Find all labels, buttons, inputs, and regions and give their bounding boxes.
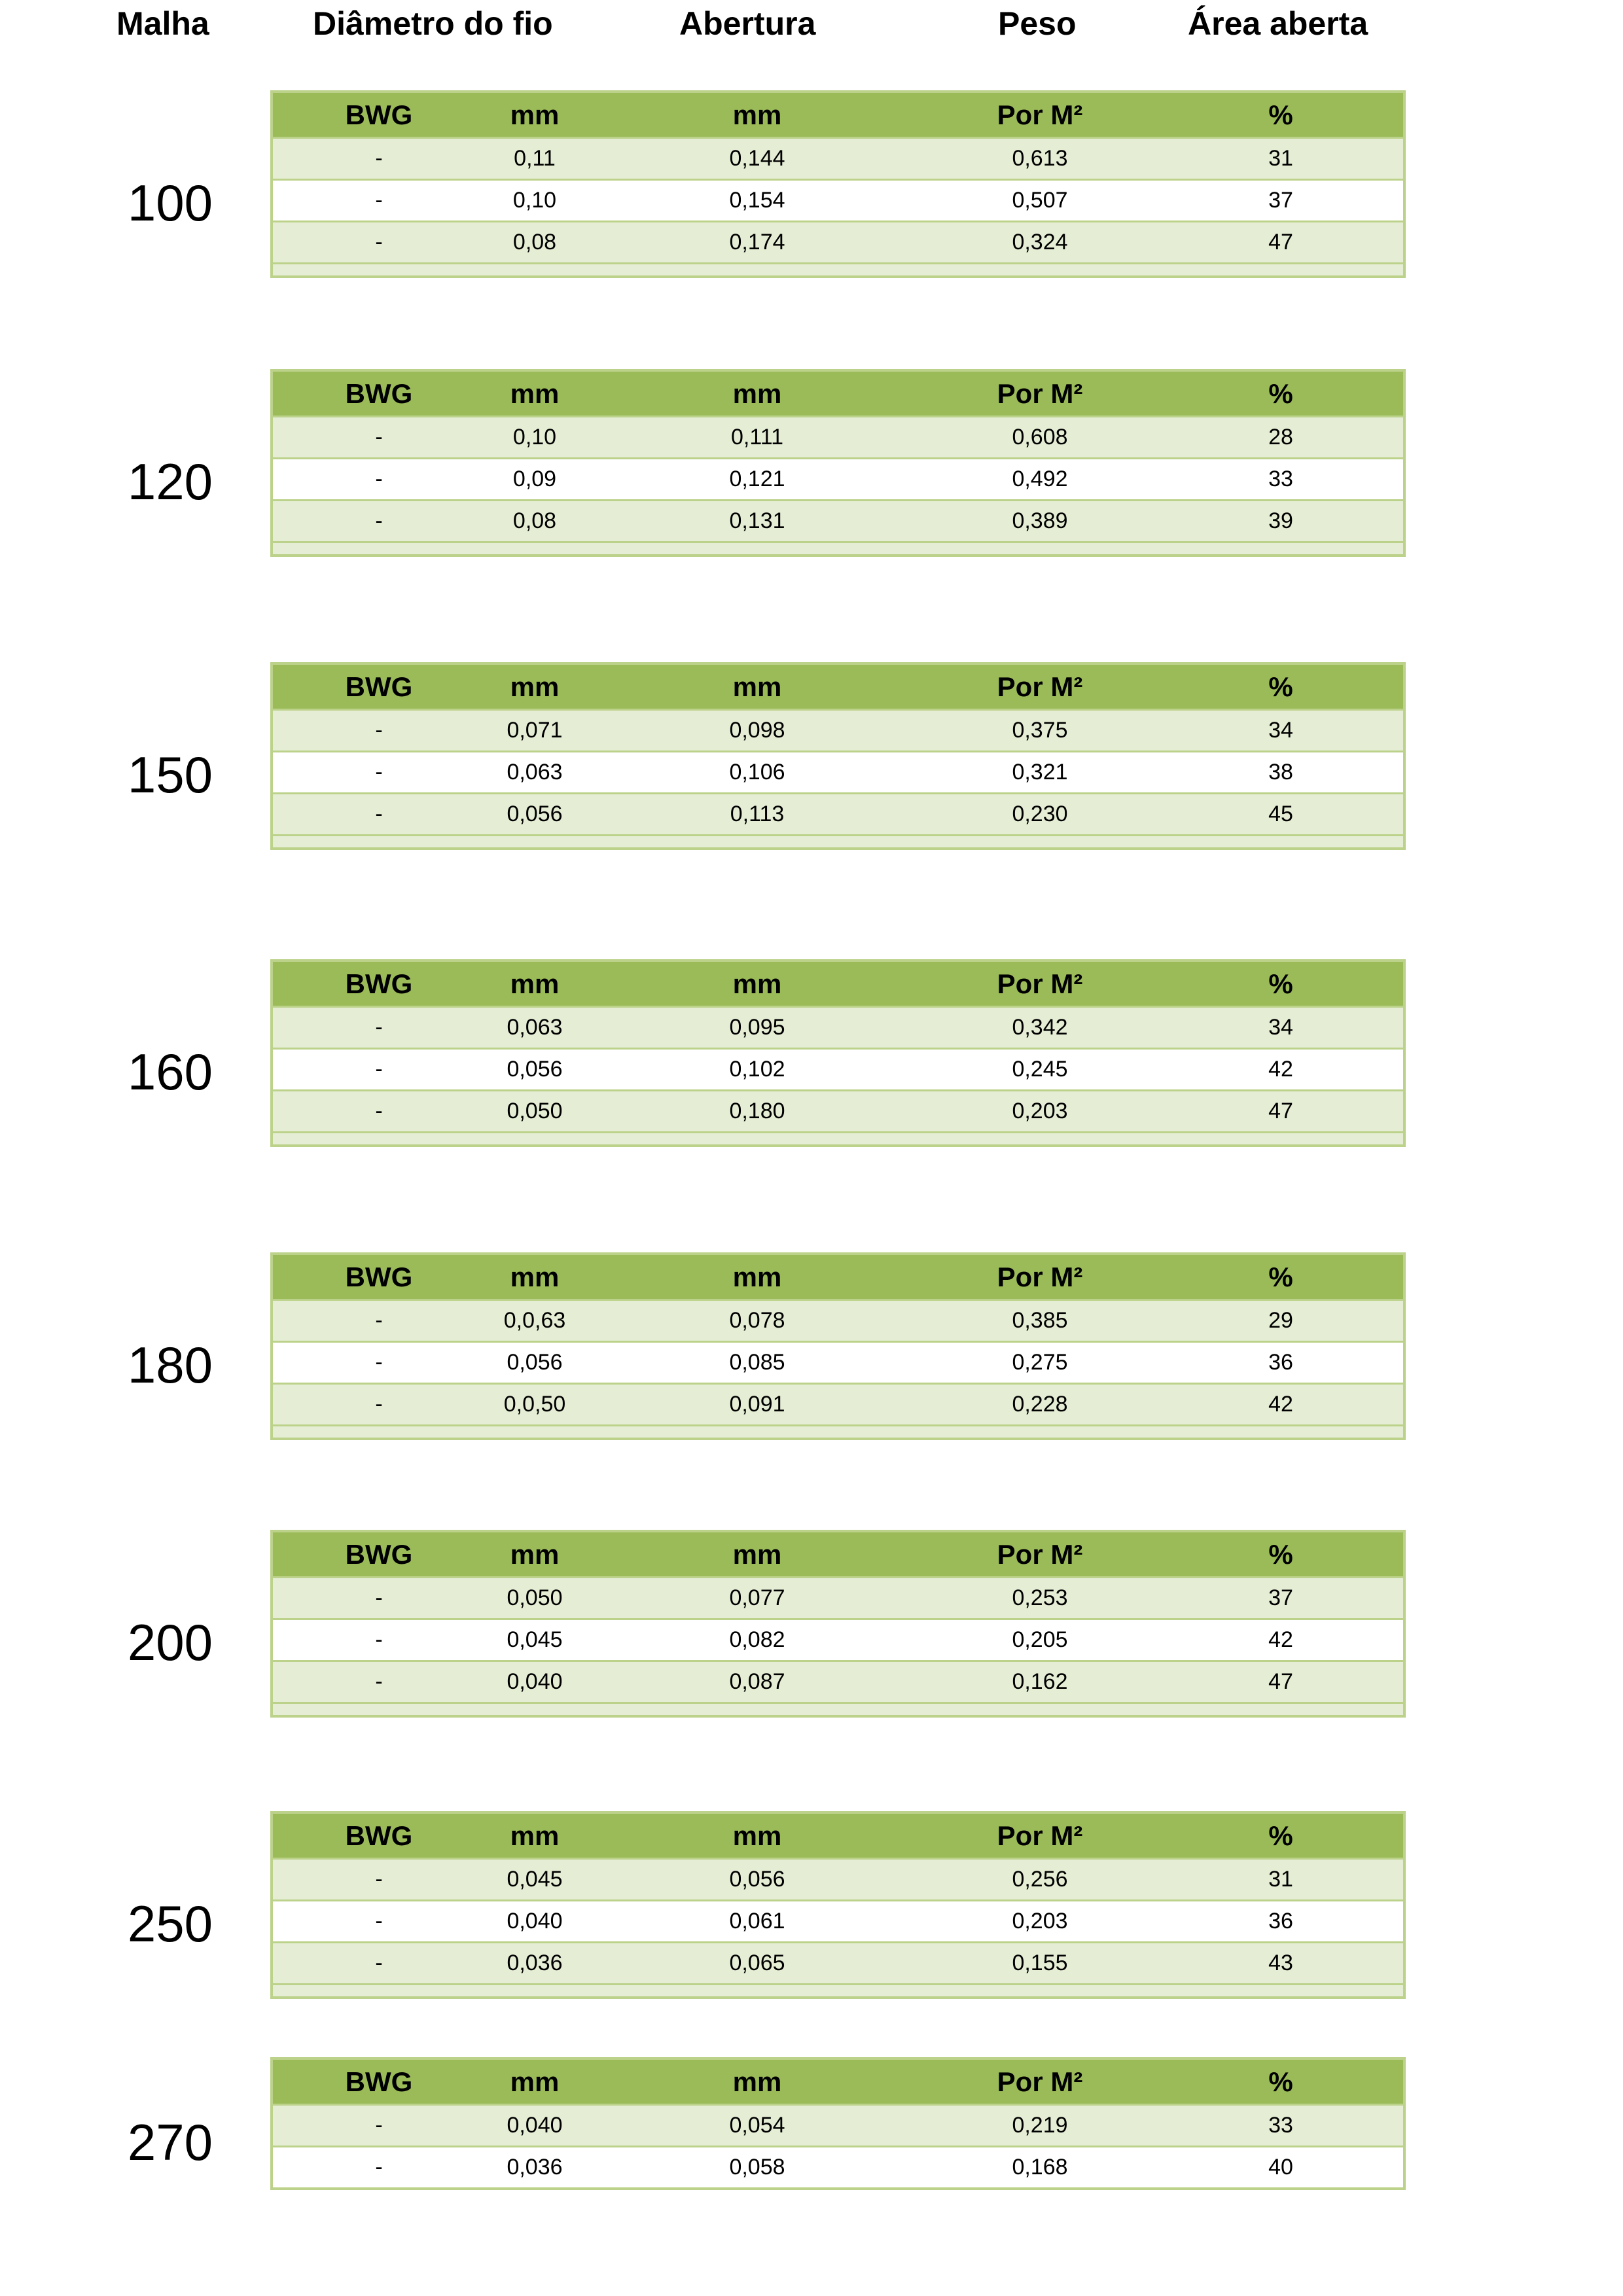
table-row xyxy=(273,457,1403,499)
table-cell-bwg: - xyxy=(375,760,383,785)
table-cell-peso: 0,256 xyxy=(1012,1867,1068,1892)
table-row xyxy=(273,1660,1403,1702)
table-cell-abertura: 0,098 xyxy=(729,718,785,743)
table-header-cell: Por M² xyxy=(997,1261,1083,1292)
table-cell-abertura: 0,085 xyxy=(729,1350,785,1375)
table-cell-diam: 0,045 xyxy=(507,1867,563,1892)
table-header-cell: mm xyxy=(732,1538,782,1570)
table-header-cell: BWG xyxy=(345,99,413,130)
table-cell-peso: 0,155 xyxy=(1012,1951,1068,1975)
table-header-cell: BWG xyxy=(345,1538,413,1570)
table-cell-area: 33 xyxy=(1268,467,1293,491)
mesh-table xyxy=(270,90,1406,278)
table-cell-abertura: 0,058 xyxy=(729,2155,785,2180)
malha-value: 180 xyxy=(127,1336,213,1394)
table-cell-abertura: 0,087 xyxy=(729,1669,785,1694)
table-header-cell: mm xyxy=(510,671,560,702)
table-cell-area: 39 xyxy=(1268,508,1293,533)
table-cell-bwg: - xyxy=(375,1627,383,1652)
table-cell-diam: 0,040 xyxy=(507,1909,563,1934)
malha-value: 250 xyxy=(127,1895,213,1952)
table-cell-peso: 0,168 xyxy=(1012,2155,1068,2180)
table-header-cell: BWG xyxy=(345,1261,413,1292)
table-row xyxy=(273,1618,1403,1660)
table-row xyxy=(273,221,1403,262)
table-header-cell: mm xyxy=(510,2066,560,2097)
header-diametro: Diâmetro do fio xyxy=(313,5,553,42)
table-cell-bwg: - xyxy=(375,1392,383,1417)
header-malha: Malha xyxy=(116,5,209,42)
table-header-row xyxy=(273,1532,1403,1576)
table-footer-band xyxy=(273,262,1403,275)
table-header-cell: mm xyxy=(510,1820,560,1851)
mesh-table xyxy=(270,1530,1406,1718)
header-area-aberta: Área aberta xyxy=(1188,5,1368,42)
table-cell-abertura: 0,180 xyxy=(729,1099,785,1123)
table-cell-area: 34 xyxy=(1268,1015,1293,1040)
table-header-cell: mm xyxy=(732,378,782,409)
table-cell-area: 31 xyxy=(1268,146,1293,171)
malha-value: 200 xyxy=(127,1614,213,1671)
table-row xyxy=(273,1341,1403,1383)
table-cell-area: 31 xyxy=(1268,1867,1293,1892)
table-cell-abertura: 0,131 xyxy=(729,508,785,533)
table-row xyxy=(273,137,1403,179)
table-cell-bwg: - xyxy=(375,2113,383,2138)
table-header-cell: % xyxy=(1268,671,1293,702)
table-row xyxy=(273,1089,1403,1131)
table-header-cell: Por M² xyxy=(997,1820,1083,1851)
table-cell-bwg: - xyxy=(375,718,383,743)
table-cell-peso: 0,275 xyxy=(1012,1350,1068,1375)
table-row xyxy=(273,792,1403,834)
table-cell-area: 45 xyxy=(1268,802,1293,826)
table-cell-peso: 0,228 xyxy=(1012,1392,1068,1417)
table-cell-abertura: 0,144 xyxy=(729,146,785,171)
table-cell-area: 42 xyxy=(1268,1627,1293,1652)
table-cell-area: 37 xyxy=(1268,188,1293,213)
table-cell-area: 34 xyxy=(1268,718,1293,743)
table-cell-peso: 0,219 xyxy=(1012,2113,1068,2138)
table-cell-area: 36 xyxy=(1268,1350,1293,1375)
table-cell-diam: 0,08 xyxy=(512,230,557,255)
table-cell-diam: 0,056 xyxy=(507,802,563,826)
table-row xyxy=(273,415,1403,457)
table-header-cell: mm xyxy=(732,1820,782,1851)
table-row xyxy=(273,1941,1403,1983)
table-header-row xyxy=(273,93,1403,137)
mesh-table xyxy=(270,959,1406,1147)
table-header-cell: mm xyxy=(510,1261,560,1292)
table-header-cell: mm xyxy=(732,99,782,130)
table-cell-abertura: 0,091 xyxy=(729,1392,785,1417)
table-cell-peso: 0,253 xyxy=(1012,1585,1068,1610)
malha-value: 120 xyxy=(127,453,213,510)
table-cell-bwg: - xyxy=(375,146,383,171)
table-cell-abertura: 0,054 xyxy=(729,2113,785,2138)
table-header-cell: mm xyxy=(732,1261,782,1292)
table-cell-peso: 0,205 xyxy=(1012,1627,1068,1652)
table-header-row xyxy=(273,1814,1403,1858)
table-cell-abertura: 0,056 xyxy=(729,1867,785,1892)
table-cell-abertura: 0,154 xyxy=(729,188,785,213)
table-header-cell: % xyxy=(1268,968,1293,999)
table-footer-band xyxy=(273,1702,1403,1715)
table-cell-area: 37 xyxy=(1268,1585,1293,1610)
table-cell-diam: 0,071 xyxy=(507,718,563,743)
table-header-row xyxy=(273,962,1403,1006)
table-header-row xyxy=(273,665,1403,709)
table-header-cell: Por M² xyxy=(997,99,1083,130)
table-header-cell: BWG xyxy=(345,968,413,999)
table-header-cell: mm xyxy=(510,1538,560,1570)
table-header-cell: mm xyxy=(732,671,782,702)
table-header-row xyxy=(273,2060,1403,2104)
table-cell-diam: 0,10 xyxy=(512,425,557,450)
table-header-row xyxy=(273,372,1403,415)
table-cell-bwg: - xyxy=(375,230,383,255)
table-cell-diam: 0,063 xyxy=(507,760,563,785)
table-cell-diam: 0,09 xyxy=(512,467,557,491)
mesh-table xyxy=(270,1811,1406,1999)
table-cell-peso: 0,389 xyxy=(1012,508,1068,533)
table-cell-diam: 0,0,50 xyxy=(503,1392,566,1417)
table-cell-bwg: - xyxy=(375,1057,383,1082)
table-cell-abertura: 0,061 xyxy=(729,1909,785,1934)
table-row xyxy=(273,1048,1403,1089)
table-footer-band xyxy=(273,1983,1403,1996)
table-row xyxy=(273,499,1403,541)
table-cell-peso: 0,203 xyxy=(1012,1909,1068,1934)
mesh-table xyxy=(270,662,1406,850)
table-row xyxy=(273,1858,1403,1899)
table-cell-area: 28 xyxy=(1268,425,1293,450)
table-header-cell: % xyxy=(1268,2066,1293,2097)
table-header-cell: BWG xyxy=(345,671,413,702)
table-header-cell: BWG xyxy=(345,2066,413,2097)
table-cell-area: 40 xyxy=(1268,2155,1293,2180)
table-cell-abertura: 0,065 xyxy=(729,1951,785,1975)
table-row xyxy=(273,709,1403,751)
table-cell-diam: 0,050 xyxy=(507,1099,563,1123)
table-row xyxy=(273,751,1403,792)
table-row xyxy=(273,1006,1403,1048)
table-header-cell: % xyxy=(1268,1820,1293,1851)
table-cell-peso: 0,385 xyxy=(1012,1308,1068,1333)
table-cell-diam: 0,056 xyxy=(507,1057,563,1082)
table-cell-area: 43 xyxy=(1268,1951,1293,1975)
table-cell-abertura: 0,113 xyxy=(730,802,785,826)
table-cell-bwg: - xyxy=(375,2155,383,2180)
table-cell-bwg: - xyxy=(375,467,383,491)
malha-value: 100 xyxy=(127,174,213,232)
table-cell-diam: 0,11 xyxy=(514,146,556,171)
header-peso: Peso xyxy=(998,5,1077,42)
malha-value: 150 xyxy=(127,746,213,804)
table-cell-bwg: - xyxy=(375,802,383,826)
table-cell-peso: 0,162 xyxy=(1012,1669,1068,1694)
table-cell-area: 47 xyxy=(1268,1099,1293,1123)
table-cell-peso: 0,375 xyxy=(1012,718,1068,743)
table-cell-abertura: 0,174 xyxy=(729,230,785,255)
table-cell-peso: 0,203 xyxy=(1012,1099,1068,1123)
table-footer-band xyxy=(273,1424,1403,1438)
malha-value: 160 xyxy=(127,1043,213,1101)
table-cell-area: 29 xyxy=(1268,1308,1293,1333)
table-cell-diam: 0,056 xyxy=(507,1350,563,1375)
table-cell-diam: 0,045 xyxy=(507,1627,563,1652)
mesh-table xyxy=(270,2057,1406,2190)
table-cell-diam: 0,040 xyxy=(507,2113,563,2138)
table-cell-peso: 0,342 xyxy=(1012,1015,1068,1040)
table-row xyxy=(273,2146,1403,2187)
table-row xyxy=(273,1899,1403,1941)
table-header-cell: BWG xyxy=(345,1820,413,1851)
table-footer-band xyxy=(273,541,1403,554)
table-row xyxy=(273,1299,1403,1341)
table-header-cell: mm xyxy=(732,968,782,999)
malha-value: 270 xyxy=(127,2113,213,2171)
table-header-cell: % xyxy=(1268,1538,1293,1570)
table-cell-diam: 0,0,63 xyxy=(503,1308,566,1333)
table-cell-bwg: - xyxy=(375,1350,383,1375)
table-header-row xyxy=(273,1255,1403,1299)
table-cell-peso: 0,230 xyxy=(1012,802,1068,826)
table-cell-bwg: - xyxy=(375,188,383,213)
table-cell-bwg: - xyxy=(375,1669,383,1694)
header-abertura: Abertura xyxy=(679,5,816,42)
table-header-cell: mm xyxy=(510,99,560,130)
table-cell-peso: 0,608 xyxy=(1012,425,1068,450)
table-header-cell: % xyxy=(1268,378,1293,409)
table-cell-diam: 0,08 xyxy=(512,508,557,533)
mesh-table xyxy=(270,1252,1406,1440)
table-cell-bwg: - xyxy=(375,425,383,450)
table-cell-area: 47 xyxy=(1268,230,1293,255)
table-row xyxy=(273,179,1403,221)
table-header-cell: Por M² xyxy=(997,378,1083,409)
table-cell-diam: 0,063 xyxy=(507,1015,563,1040)
table-cell-peso: 0,507 xyxy=(1012,188,1068,213)
table-cell-area: 47 xyxy=(1268,1669,1293,1694)
table-cell-diam: 0,040 xyxy=(507,1669,563,1694)
table-header-cell: mm xyxy=(510,968,560,999)
table-cell-diam: 0,10 xyxy=(512,188,557,213)
table-cell-bwg: - xyxy=(375,1585,383,1610)
table-header-cell: mm xyxy=(732,2066,782,2097)
table-header-cell: % xyxy=(1268,99,1293,130)
table-row xyxy=(273,2104,1403,2146)
table-cell-abertura: 0,095 xyxy=(729,1015,785,1040)
table-cell-bwg: - xyxy=(375,508,383,533)
table-header-cell: Por M² xyxy=(997,968,1083,999)
table-header-cell: Por M² xyxy=(997,1538,1083,1570)
table-cell-area: 33 xyxy=(1268,2113,1293,2138)
table-cell-peso: 0,245 xyxy=(1012,1057,1068,1082)
table-cell-bwg: - xyxy=(375,1951,383,1975)
table-cell-area: 42 xyxy=(1268,1057,1293,1082)
table-header-cell: Por M² xyxy=(997,2066,1083,2097)
table-footer-band xyxy=(273,834,1403,847)
table-cell-peso: 0,324 xyxy=(1012,230,1068,255)
table-row xyxy=(273,1383,1403,1424)
table-cell-abertura: 0,082 xyxy=(729,1627,785,1652)
table-cell-abertura: 0,106 xyxy=(729,760,785,785)
table-cell-peso: 0,492 xyxy=(1012,467,1068,491)
table-cell-abertura: 0,111 xyxy=(730,425,784,450)
table-cell-area: 38 xyxy=(1268,760,1293,785)
table-cell-abertura: 0,102 xyxy=(729,1057,785,1082)
table-cell-bwg: - xyxy=(375,1909,383,1934)
table-row xyxy=(273,1576,1403,1618)
table-cell-peso: 0,613 xyxy=(1012,146,1068,171)
mesh-table xyxy=(270,369,1406,557)
table-cell-abertura: 0,121 xyxy=(729,467,785,491)
table-cell-abertura: 0,077 xyxy=(729,1585,785,1610)
table-cell-diam: 0,036 xyxy=(507,1951,563,1975)
table-cell-bwg: - xyxy=(375,1099,383,1123)
table-cell-diam: 0,050 xyxy=(507,1585,563,1610)
table-cell-bwg: - xyxy=(375,1867,383,1892)
table-cell-peso: 0,321 xyxy=(1012,760,1068,785)
table-header-cell: Por M² xyxy=(997,671,1083,702)
table-header-cell: mm xyxy=(510,378,560,409)
table-cell-abertura: 0,078 xyxy=(729,1308,785,1333)
table-cell-bwg: - xyxy=(375,1015,383,1040)
table-cell-area: 36 xyxy=(1268,1909,1293,1934)
table-cell-diam: 0,036 xyxy=(507,2155,563,2180)
table-cell-bwg: - xyxy=(375,1308,383,1333)
table-header-cell: % xyxy=(1268,1261,1293,1292)
table-header-cell: BWG xyxy=(345,378,413,409)
table-cell-area: 42 xyxy=(1268,1392,1293,1417)
table-footer-band xyxy=(273,1131,1403,1144)
